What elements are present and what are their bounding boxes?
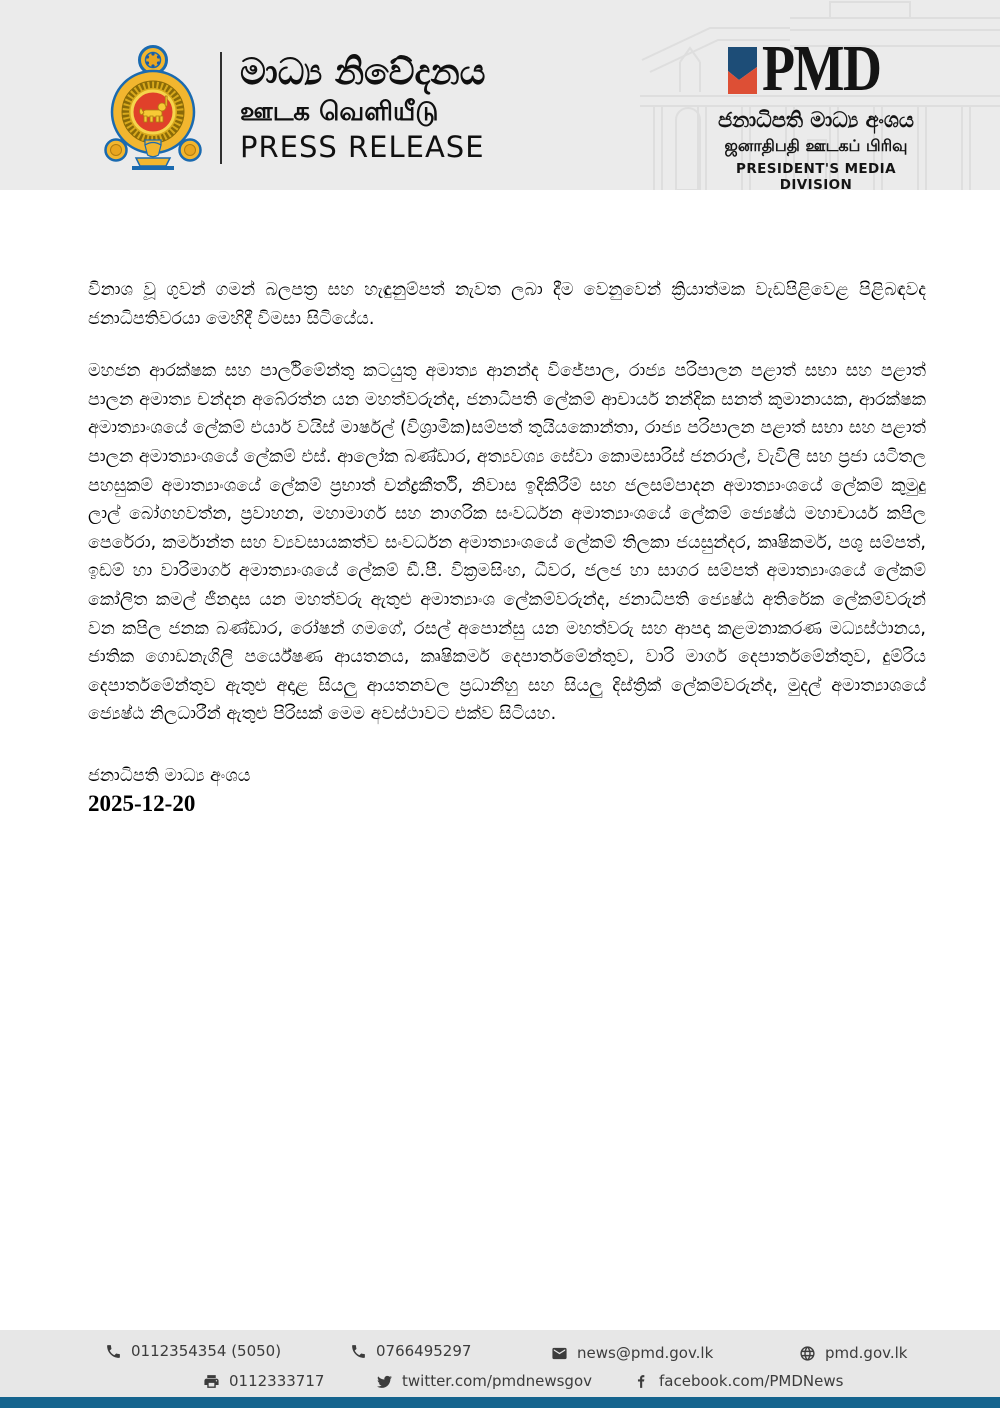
phone-icon [105, 1343, 122, 1360]
contact-fax-label: 0112333717 [229, 1372, 325, 1390]
contact-twitter[interactable] [376, 1372, 592, 1390]
letterhead-header [0, 0, 1000, 190]
signature-date: 2025-12-20 [88, 791, 196, 816]
body-paragraph-1: විනාශ වූ ගුවන් ගමන් බලපත්‍ර සහ හැඳුනුම්පත් නැවත ලබා දීම වෙනුවෙන් ක්‍රියාත්මක වැඩපිළිවෙළ පිළිබඳවද ජනාධිපතිවරයා මෙහිදී විමසා සිටියේය. [88, 280, 926, 329]
press-release-title-sinhala: මාධ්‍ය නිවේදනය [240, 51, 486, 93]
sri-lanka-emblem-icon [100, 44, 206, 172]
facebook-f-icon [633, 1373, 650, 1390]
globe-icon [799, 1345, 816, 1362]
contact-fax[interactable] [203, 1372, 324, 1390]
signature-org: ජනාධිපති මාධ්‍ය අංශය [88, 766, 251, 786]
division-name-sinhala: ජනාධිපති මාධ්‍ය අංශය [717, 108, 915, 132]
press-release-body [88, 276, 926, 729]
phone-icon [350, 1343, 367, 1360]
contact-phone-primary[interactable] [105, 1342, 281, 1360]
fax-icon [203, 1373, 220, 1390]
pmd-logotype: PMD [762, 32, 881, 105]
contact-twitter-label: twitter.com/pmdnewsgov [402, 1372, 593, 1390]
footer-accent-strip [0, 1397, 1000, 1408]
division-name-english: PRESIDENT'S MEDIA DIVISION [736, 161, 896, 190]
envelope-icon [551, 1345, 568, 1362]
press-release-title-tamil: ஊடக வெளியீடு [240, 96, 439, 127]
contact-phone-mobile[interactable] [350, 1342, 471, 1360]
pmd-logo-mark-icon [728, 47, 757, 94]
header-left-block [100, 44, 486, 172]
press-release-title-english: PRESS RELEASE [240, 130, 485, 165]
header-divider [220, 52, 222, 164]
contact-email[interactable] [551, 1344, 713, 1362]
contact-phone-mobile-label: 0766495297 [376, 1342, 472, 1360]
division-name-tamil: ஜனாதிபதி ஊடகப் பிரிவு [724, 136, 908, 155]
contact-phone-primary-label: 0112354354 (5050) [131, 1342, 282, 1360]
body-paragraph-2: මහජන ආරක්ෂක සහ පාර්ලිමේන්තු කටයුතු අමාත්‍ය ආනන්ද විජේපාල, රාජ්‍ය පරිපාලන පළාත් සභා සහ පළාත් පාලන අමාත්‍ය චන්දන අබේරත්න යන මහත්වරුන්ද, ජනාධිපති ලේකම් ආචාර්ය නන්දික සනත් කුමානායක, ආරක්ෂක අමාත්‍යාංශයේ ලේකම් එයාර් වයිස් මාර්ෂල් (විශ්‍රාමික)සම්පත් තුයියකොන්තා, රාජ්‍ය පරිපාලන පළාත් සභා සහ පළාත් පාලන අමාත්‍යාංශයේ ලේකම් එස්. ආලෝක බණ්ඩාර, අත්‍යවශ්‍ය සේවා කොමසාරිස් ජනරාල්, වැවිලි සහ ප්‍රජා යටිතල පහසුකම් අමාත්‍යාංශයේ ලේකම් ප්‍රභාත් චන්ද්‍රකීර්ති, නිවාස ඉදිකිරීම් සහ ජලසම්පාදන අමාත්‍යාංශයේ ලේකම් කුමුදු ලාල් බෝගහවත්න, ප්‍රවාහන, මහාමාර්ග සහ නාගරික සංවර්ධන අමාත්‍යාංශයේ ලේකම් ජ්‍යෙෂ්ඨ මහාචාර්ය කපිල පෙරේරා, කර්මාන්ත සහ ව්‍යවසායකත්ව සංවර්ධන අමාත්‍යාංශයේ ලේකම් තිලකා ජයසුන්දර, කෘෂිකර්ම, පශු සම්පත්, ඉඩම් හා වාරිමාර්ග අමාත්‍යාංශයේ ලේකම් ඩී.පී. වික්‍රමසිංහ, ධීවර, ජලජ හා සාගර සම්පත් අමාත්‍යාංශයේ ලේකම් කෝලිත කමල් ජීනදාස යන මහත්වරු ඇතුළු අමාත්‍යාංශ ලේකම්වරුන්ද, ජනාධිපති ජ්‍යෙෂ්ඨ අතිරේක ලේකම්වරුන් වන කපිල ජනක බණ්ඩාර, රෝෂන් ගමගේ, රසල් අපොන්සු යන මහත්වරු සහ ආපදා කළමනාකරණ මධ්‍යස්ථානය, ජාතික ගොඩනැගිලි පර්යේෂණ ආයතනය, කෘෂිකර්ම දෙපාර්තමේන්තුව, වාරි මාර්ග දෙපාර්තමේන්තුව, දුම්රිය දෙපාර්තමේන්තුව ඇතුළු අදාළ සියලු ආයතනවල ප්‍රධානීහු සහ සියලු දිස්ත්‍රික් ලේකම්වරුන්ද, මුදල් අමාත්‍යාශයේ ජ්‍යෙෂ්ඨ නිලධාරීන් ඇතුළු පිරිසක් මෙම අවස්ථාවට එක්ව සිටියහ. [88, 361, 926, 725]
contact-email-label: news@pmd.gov.lk [577, 1344, 714, 1362]
signature-block [88, 766, 250, 817]
twitter-bird-icon [376, 1373, 393, 1390]
contact-website-label: pmd.gov.lk [825, 1344, 908, 1362]
pmd-logo-block [716, 32, 916, 190]
contact-website[interactable] [799, 1344, 907, 1362]
contact-facebook-label: facebook.com/PMDNews [659, 1372, 844, 1390]
contact-facebook[interactable] [633, 1372, 843, 1390]
